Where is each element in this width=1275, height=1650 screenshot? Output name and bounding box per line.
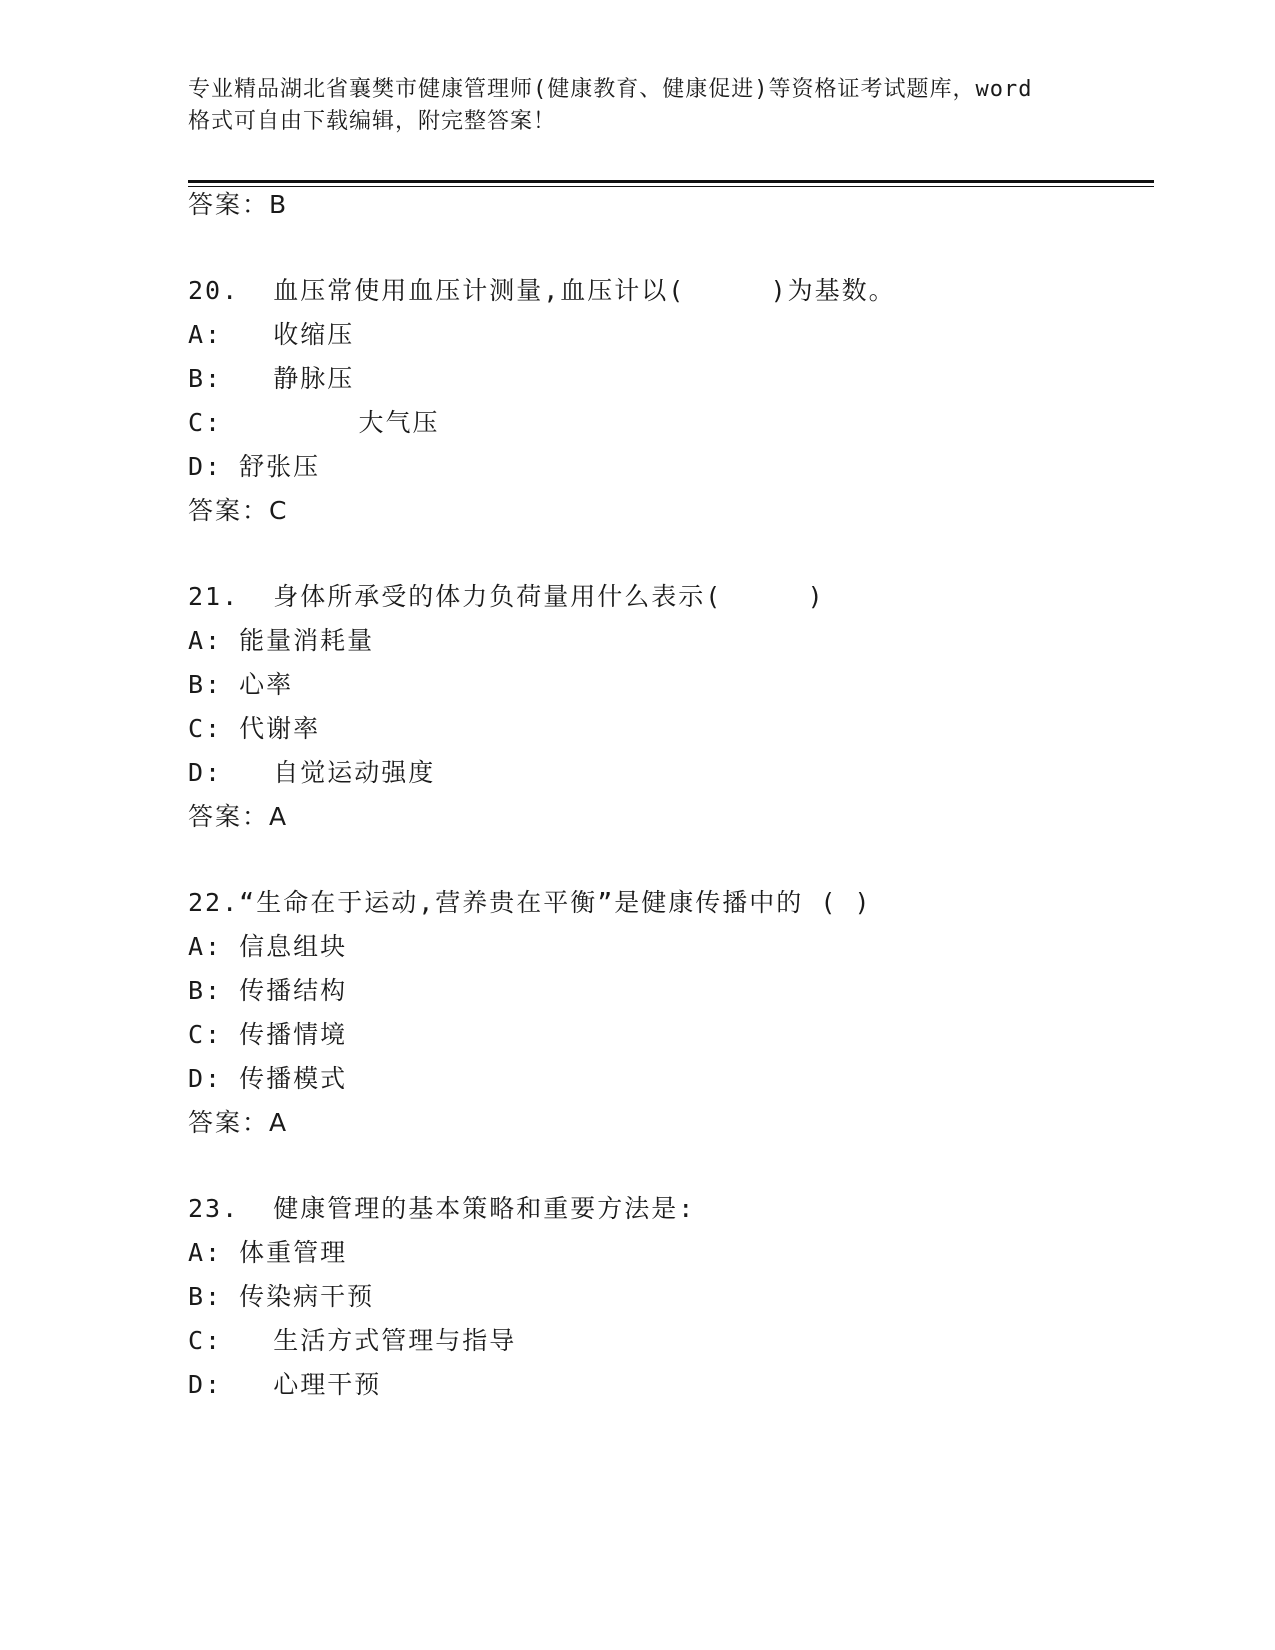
header-divider-thin [188, 186, 1154, 187]
option-a: A: 体重管理 [188, 1238, 348, 1267]
document-header [188, 74, 1088, 138]
question-stem: 20. 血压常使用血压计测量,血压计以( )为基数。 [188, 276, 896, 305]
answer: 答案：A [188, 802, 289, 831]
previous-answer: 答案：B [188, 190, 289, 219]
option-d: D: 传播模式 [188, 1064, 348, 1093]
option-a: A: 能量消耗量 [188, 626, 375, 655]
option-b: B: 传播结构 [188, 976, 348, 1005]
option-c: C: 传播情境 [188, 1020, 348, 1049]
option-a: A: 收缩压 [188, 320, 355, 349]
option-d: D: 舒张压 [188, 452, 321, 481]
question-stem: 21. 身体所承受的体力负荷量用什么表示( ) [188, 582, 825, 611]
question-stem: 23. 健康管理的基本策略和重要方法是: [188, 1194, 696, 1223]
option-b: B: 传染病干预 [188, 1282, 375, 1311]
header-line-2: 格式可自由下载编辑，附完整答案！ [188, 109, 557, 134]
header-line-1: 专业精品湖北省襄樊市健康管理师(健康教育、健康促进)等资格证考试题库，word [188, 77, 1033, 102]
option-d: D: 心理干预 [188, 1370, 382, 1399]
option-a: A: 信息组块 [188, 932, 348, 961]
answer: 答案：A [188, 1108, 289, 1137]
question-stem: 22.“生命在于运动,营养贵在平衡”是健康传播中的 ( ) [188, 888, 872, 917]
option-c: C: 代谢率 [188, 714, 321, 743]
option-c: C: 大气压 [188, 408, 440, 437]
answer: 答案：C [188, 496, 289, 525]
option-c: C: 生活方式管理与指导 [188, 1326, 517, 1355]
option-b: B: 静脉压 [188, 364, 355, 393]
option-b: B: 心率 [188, 670, 294, 699]
option-d: D: 自觉运动强度 [188, 758, 436, 787]
header-divider-thick [188, 180, 1154, 183]
